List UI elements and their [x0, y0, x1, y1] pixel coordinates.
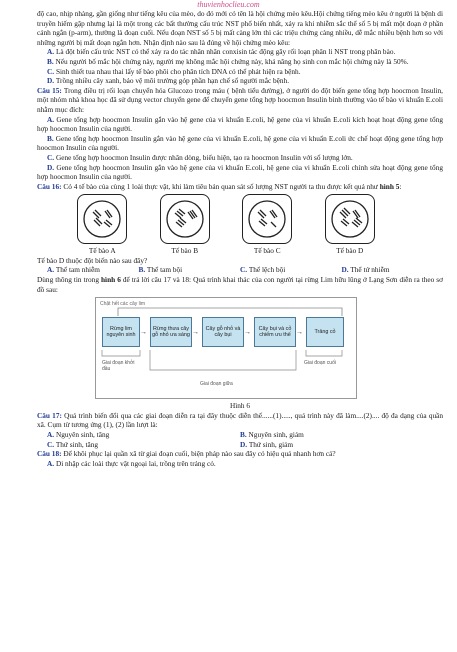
figure-6-caption: Hình 6 [229, 401, 251, 411]
figure-6-intro: Dùng thông tin trong hình 6 để trả lời câu 17 và 18: Quá trình khai thác của con người tại rừng Lim hữu lũng ở Lạng Sơn diễn ra theo sơ đồ sau: [37, 275, 443, 294]
q18-option-a: A. Di nhập các loài thực vật ngoại lai, trồng trên trảng cỏ. [47, 458, 216, 468]
q18-stem: Câu 18: Để khôi phục lại quần xã từ giai đoạn cuối, biện pháp nào sau đây có hiệu quả nhanh hơn cả? [37, 449, 336, 459]
arrow-4: → [296, 328, 303, 337]
figure-6-diagram [95, 297, 357, 399]
stage-1: Rừng lim nguyên sinh [102, 317, 140, 347]
cell-a-label: Tế bào A [88, 246, 116, 256]
start-phase-label: Giai đoạn khởi đầu [102, 360, 135, 373]
q16-option-b: B. Thể tam bội [138, 265, 183, 275]
arrow-1: → [140, 328, 147, 337]
q17-options-row2 [37, 440, 443, 450]
cell-c-image [242, 194, 292, 244]
q17-options-row1 [37, 430, 443, 440]
q15-option-c: C. Gene tổng hợp hoocmon Insulin được nhân dòng, biểu hiện, tạo ra hoocmon Insulin với số lượng lớn. [47, 152, 353, 162]
cell-b-image [160, 194, 210, 244]
arrow-2: → [192, 328, 199, 337]
cell-d-image [325, 194, 375, 244]
cell-d [325, 194, 375, 256]
q17-stem: Câu 17: Quá trình biến đổi qua các giai đoạn diễn ra tại đây thuộc diễn thế......(1)....., quá trình này đã làm....(2).... độ đa dạng của quần xã. Cụm từ tương ứng (1), (2) lần lượt là: [37, 410, 444, 430]
cell-b-label: Tế bào B [171, 246, 199, 256]
q17-option-d: D. Thứ sinh, giảm [240, 439, 294, 449]
diagram-header: Chặt hết các cây lim [100, 301, 146, 308]
q15-option-a: A. Gene tổng hợp hoocmon Insulin gắn vào hệ gene của vi khuẩn E.coli, hệ gene của vi khuẩn E.coli kích hoạt hoạt động gene tổng hợp hoocmon Insulin của người. [37, 114, 443, 134]
mid-phase-label: Giai đoạn giữa [200, 381, 233, 388]
q17-option-a: A. Nguyên sinh, tăng [47, 430, 110, 440]
q16-option-d: D. Thể tứ nhiễm [341, 265, 390, 275]
cell-c [242, 194, 292, 256]
q16-options [37, 265, 443, 275]
watermark: thuvienhoclieu.com [197, 0, 260, 9]
stage-4: Cây bụi và cỏ chiếm ưu thế [254, 317, 296, 347]
arrow-3: → [244, 328, 251, 337]
cell-c-label: Tế bào C [253, 246, 281, 256]
q14-option-c: C. Sinh thiết tua nhau thai lấy tế bào phôi cho phân tích DNA có thể phát hiện ra bệnh. [47, 66, 301, 76]
cell-a-image [77, 194, 127, 244]
q15-option-d: D. Gene tổng hợp hoocmon Insulin gắn vào hệ gene của vi khuẩn E.coli, hệ gene của vi khuẩn E.coli chỉnh sửa hoạt động gene tổng hợp hoocmon Insulin của người. [37, 162, 443, 182]
q15-stem: Câu 15: Trong điều trị rối loạn chuyển hóa Glucozo trong máu ( bệnh tiểu đường), ở người do đột biến gene tổng hợp hoocmon Insulin, một nhóm nhà khoa học đã sử dụng vector chuyển gene để chuyển gene tổng hợp hoocmon Insulin bình thường vào tế bào vi khuẩn E.coli nhằm mục đích: [37, 85, 443, 114]
stage-5: Trảng cỏ [306, 317, 344, 347]
intro-paragraph: độ cao, nhịp nhàng, gần giống như tiếng kêu của mèo, do đó mới có tên là hội chứng mèo kêu.Hội chứng tiếng mèo kêu ở người là bệnh di truyền hiếm gặp nhưng lại là một trong các bất thường cấu trúc NST phổ biến nhất, xảy ra khi nhiễm sắc thể số 5 bị mất một đoạn ở phần cánh ngắn (p-arm), thường là đoạn cuối. Nếu đoạn NST số 5 bị mất càng lớn thì các triệu chứng càng nhiều, dễ mắc nhiều bệnh hơn so với những người bị mất đoạn ngắn hơn. Nhận định nào sau là đúng về hội chứng mèo kêu: [37, 9, 443, 47]
q16-question: Tế bào D thuộc đột biến nào sau đây? [37, 255, 148, 265]
figure-5-cells [61, 194, 391, 256]
document-body [37, 9, 443, 468]
q17-option-c: C. Thứ sinh, tăng [47, 439, 99, 449]
stage-3: Cây gỗ nhỏ và cây bụi [202, 317, 244, 347]
end-phase-label: Giai đoạn cuối [304, 360, 336, 367]
stage-2: Rừng thưa cây gỗ nhỏ ưa sáng [150, 317, 192, 347]
header-bracket [116, 304, 346, 318]
q15-option-b: B. Gene tổng hợp hoocmon Insulin gắn vào hệ gene của vi khuẩn E.coli, hệ gene của vi khuẩn E.coli ức chế hoạt động gene tổng hợp hoocmon Insulin của người. [37, 133, 443, 153]
cell-d-label: Tế bào D [336, 246, 364, 256]
cell-a [77, 194, 127, 256]
q16-option-a: A. Thể tam nhiễm [47, 265, 100, 275]
q16-stem: Câu 16: Có 4 tế bào của cùng 1 loài thực vật, khi làm tiêu bản quan sát số lượng NST người ta thu được kết quả như hình 5: [37, 181, 402, 191]
q17-option-b: B. Nguyên sinh, giảm [240, 430, 304, 440]
cell-b [160, 194, 210, 256]
q16-option-c: C. Thể lệch bội [240, 265, 286, 275]
q14-option-a: A. Là đột biến cấu trúc NST có thể xảy ra do tác nhân nhân conxisin tác động gây rối loạn phân li NST trong phân bào. [47, 47, 396, 57]
q14-option-b: B. Nếu người bố mắc hội chứng này, người mẹ không mắc hội chứng này, khả năng họ sinh con mắc hội chứng này là 50%. [47, 56, 409, 66]
q14-option-d: D. Trồng nhiều cây xanh, bảo vệ môi trường góp phần hạn chế số người mắc bệnh. [47, 76, 290, 86]
